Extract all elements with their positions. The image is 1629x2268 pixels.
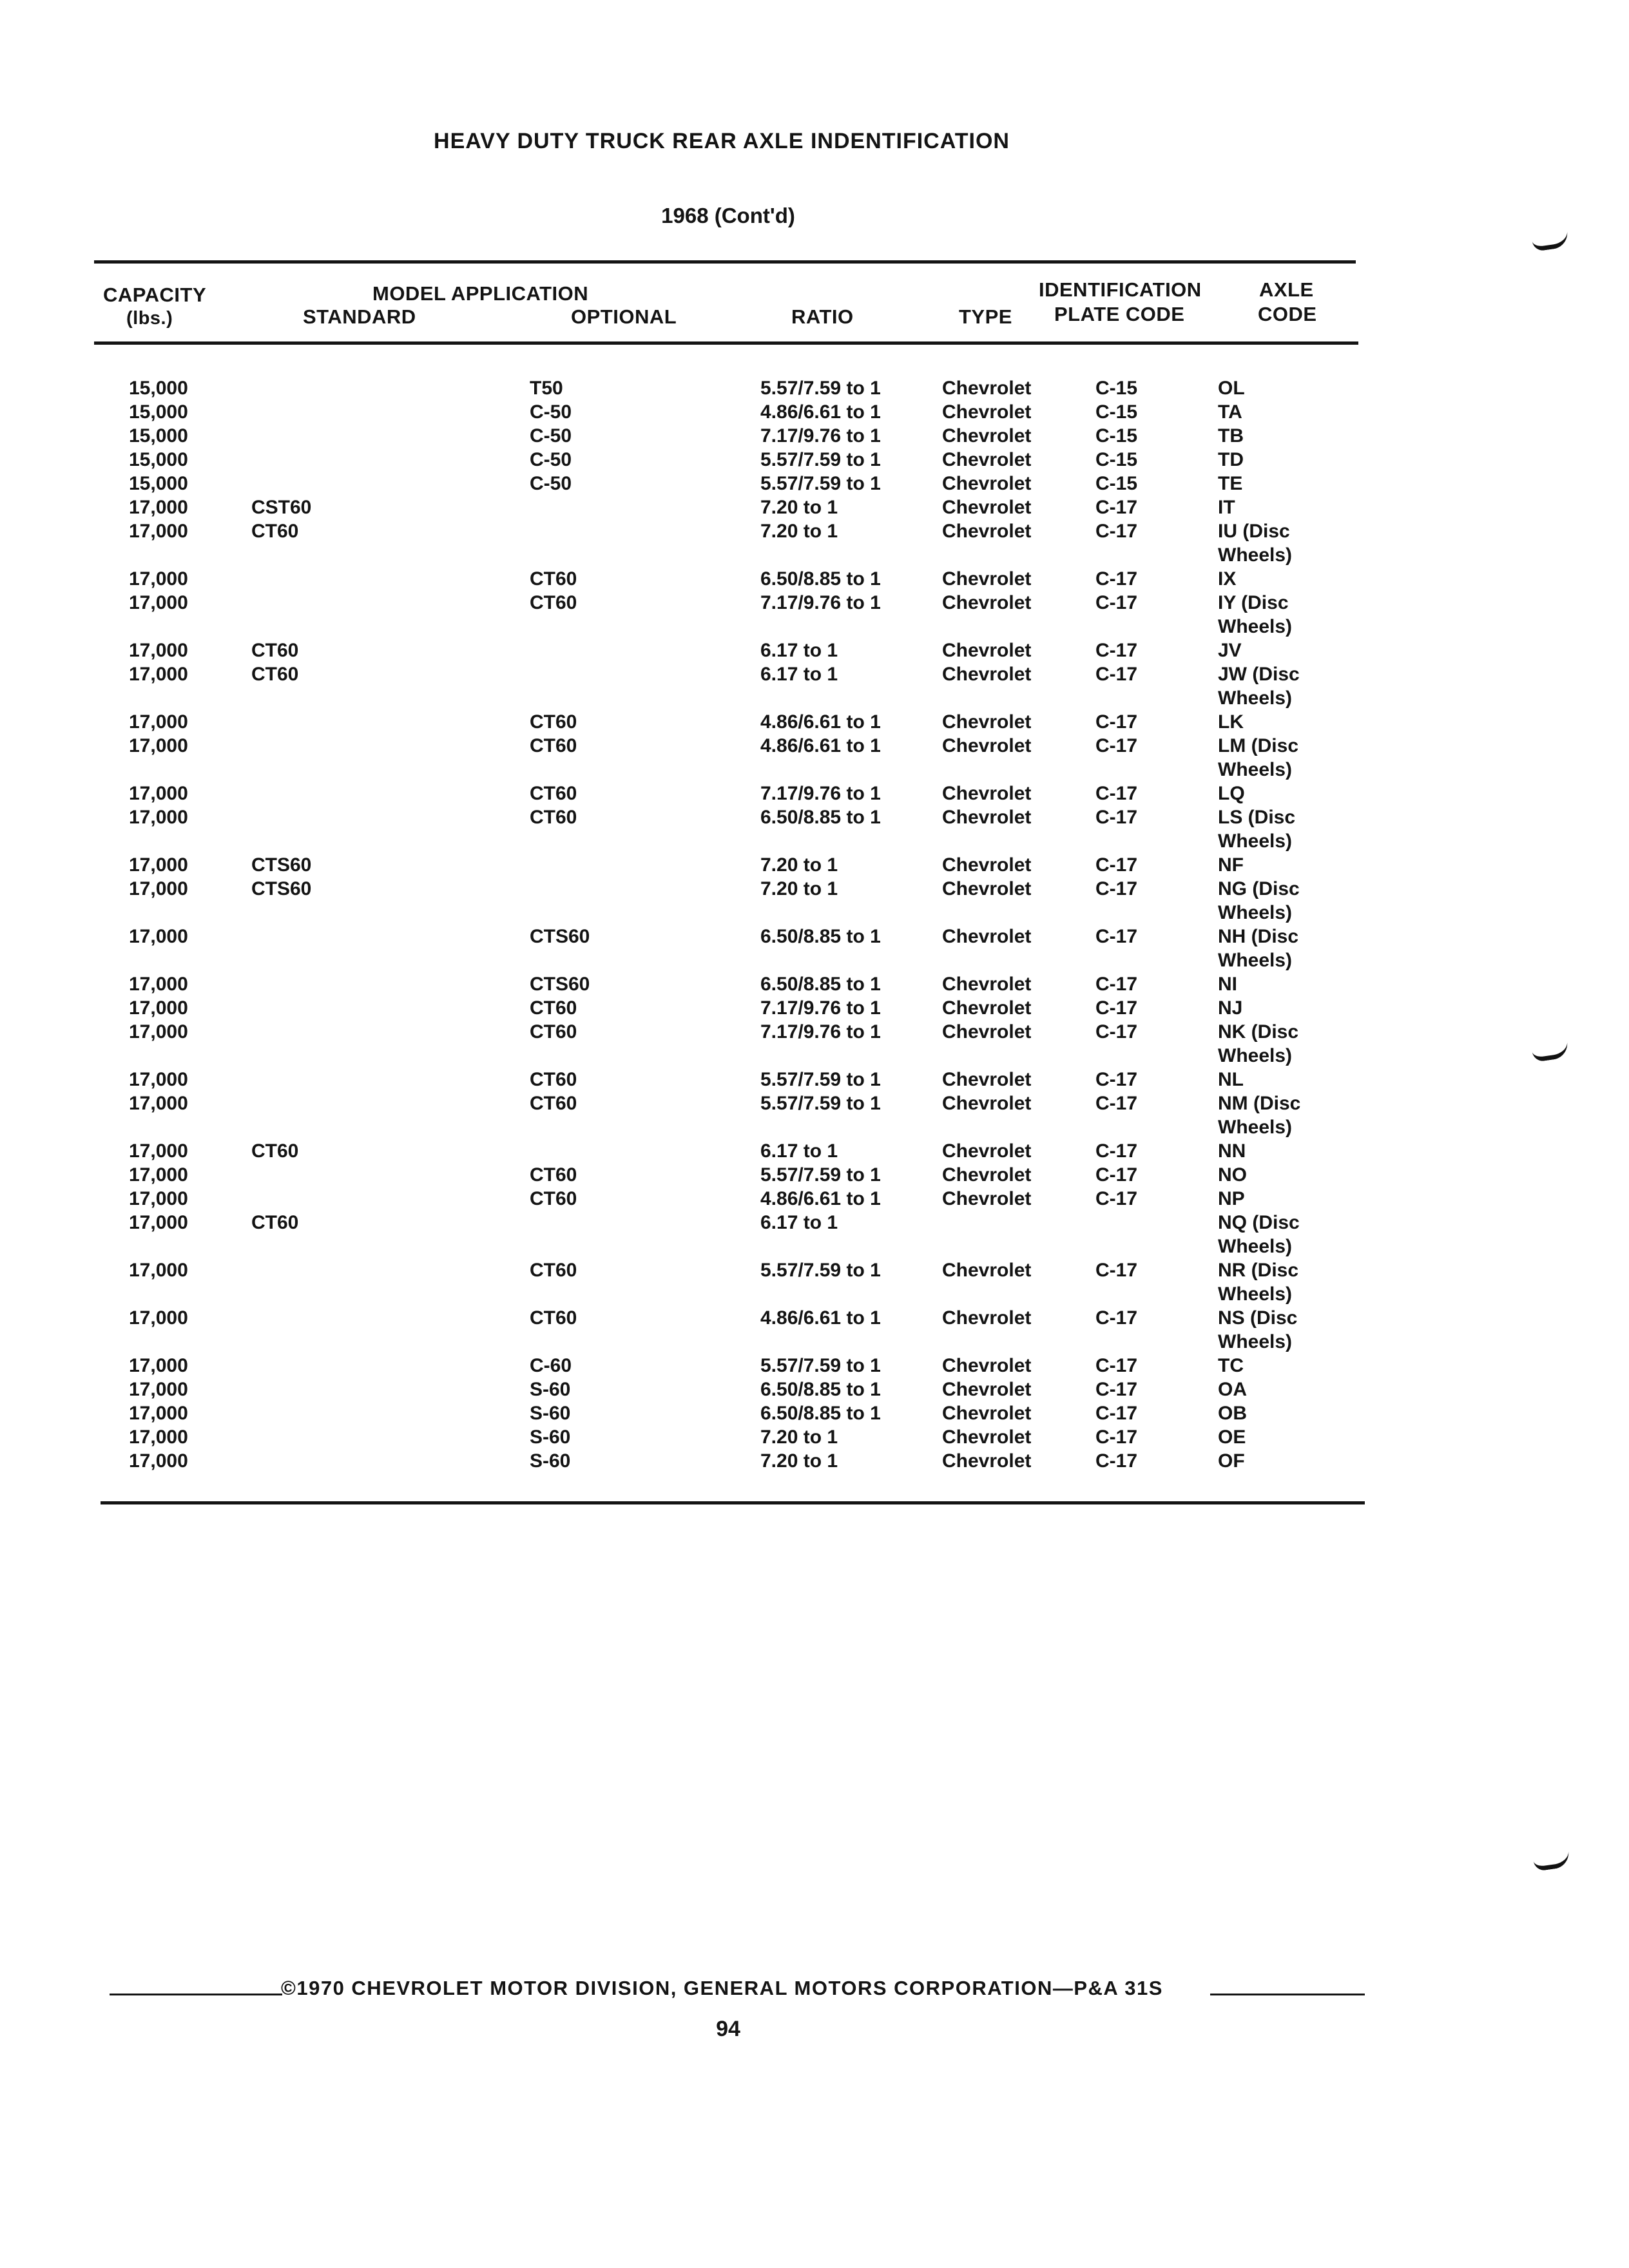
cell-axle-code-continued: Wheels)	[1218, 544, 1293, 566]
cell-type: Chevrolet	[942, 592, 1032, 613]
cell-capacity: 15,000	[129, 473, 188, 494]
cell-capacity: 17,000	[129, 1069, 188, 1090]
cell-axle-code: TB	[1218, 425, 1244, 447]
cell-axle-code: NM (Disc	[1218, 1093, 1301, 1114]
cell-axle-code: OA	[1218, 1379, 1247, 1400]
cell-type: Chevrolet	[942, 568, 1032, 590]
cell-optional: CT60	[530, 1093, 577, 1114]
cell-ratio: 5.57/7.59 to 1	[760, 473, 881, 494]
header-ratio: RATIO	[791, 305, 854, 328]
cell-ratio: 5.57/7.59 to 1	[760, 1093, 881, 1114]
cell-capacity: 17,000	[129, 1212, 188, 1233]
cell-type: Chevrolet	[942, 926, 1032, 947]
cell-axle-code-continued: Wheels)	[1218, 759, 1293, 780]
cell-axle-code: NK (Disc	[1218, 1021, 1299, 1043]
header-optional: OPTIONAL	[571, 305, 677, 328]
cell-ratio: 7.17/9.76 to 1	[760, 1021, 881, 1043]
cell-ratio: 5.57/7.59 to 1	[760, 378, 881, 399]
header-identification: IDENTIFICATION	[1039, 278, 1202, 301]
cell-axle-code: OL	[1218, 378, 1245, 399]
cell-ratio: 4.86/6.61 to 1	[760, 1307, 881, 1329]
cell-ratio: 6.50/8.85 to 1	[760, 1379, 881, 1400]
cell-axle-code: LQ	[1218, 783, 1245, 804]
cell-capacity: 15,000	[129, 425, 188, 447]
cell-ratio: 6.50/8.85 to 1	[760, 568, 881, 590]
cell-axle-code: NO	[1218, 1164, 1247, 1186]
cell-plate-code: C-17	[1095, 1403, 1138, 1424]
cell-optional: CT60	[530, 783, 577, 804]
cell-plate-code: C-17	[1095, 664, 1138, 685]
cell-axle-code: IT	[1218, 497, 1235, 518]
cell-ratio: 7.17/9.76 to 1	[760, 425, 881, 447]
cell-axle-code: NL	[1218, 1069, 1244, 1090]
cell-capacity: 17,000	[129, 807, 188, 828]
cell-optional: CT60	[530, 568, 577, 590]
cell-standard: CST60	[251, 497, 312, 518]
cell-ratio: 6.50/8.85 to 1	[760, 807, 881, 828]
cell-plate-code: C-17	[1095, 1140, 1138, 1162]
header-capacity: CAPACITY	[103, 284, 207, 306]
cell-axle-code-continued: Wheels)	[1218, 687, 1293, 709]
header-code: CODE	[1258, 303, 1317, 325]
cell-axle-code: NJ	[1218, 997, 1243, 1019]
cell-optional: CT60	[530, 592, 577, 613]
cell-ratio: 6.17 to 1	[760, 1212, 838, 1233]
cell-ratio: 7.20 to 1	[760, 1427, 838, 1448]
cell-optional: C-60	[530, 1355, 572, 1376]
cell-axle-code: LM (Disc	[1218, 735, 1299, 756]
cell-axle-code-continued: Wheels)	[1218, 1117, 1293, 1138]
cell-capacity: 17,000	[129, 1093, 188, 1114]
cell-standard: CT60	[251, 521, 299, 542]
cell-plate-code: C-15	[1095, 473, 1138, 494]
cell-plate-code: C-17	[1095, 568, 1138, 590]
cell-plate-code: C-17	[1095, 1450, 1138, 1472]
cell-ratio: 5.57/7.59 to 1	[760, 449, 881, 470]
cell-capacity: 17,000	[129, 878, 188, 899]
cell-capacity: 17,000	[129, 1021, 188, 1043]
cell-optional: CT60	[530, 1307, 577, 1329]
cell-ratio: 6.50/8.85 to 1	[760, 926, 881, 947]
cell-axle-code-continued: Wheels)	[1218, 950, 1293, 971]
cell-axle-code: NS (Disc	[1218, 1307, 1298, 1329]
cell-axle-code-continued: Wheels)	[1218, 902, 1293, 923]
cell-standard: CT60	[251, 640, 299, 661]
cell-plate-code: C-17	[1095, 1355, 1138, 1376]
cell-ratio: 5.57/7.59 to 1	[760, 1260, 881, 1281]
cell-capacity: 17,000	[129, 497, 188, 518]
cell-ratio: 7.17/9.76 to 1	[760, 783, 881, 804]
table-row	[0, 1449, 1629, 1495]
cell-plate-code: C-17	[1095, 997, 1138, 1019]
cell-capacity: 17,000	[129, 521, 188, 542]
cell-type: Chevrolet	[942, 640, 1032, 661]
copyright-footer: ©1970 CHEVROLET MOTOR DIVISION, GENERAL MOTORS CORPORATION—P&A 31S	[281, 1977, 1163, 1999]
cell-axle-code: TD	[1218, 449, 1244, 470]
cell-ratio: 6.17 to 1	[760, 640, 838, 661]
cell-ratio: 7.20 to 1	[760, 878, 838, 899]
cell-optional: C-50	[530, 401, 572, 423]
cell-type: Chevrolet	[942, 1307, 1032, 1329]
header-bottom-rule	[94, 341, 1358, 345]
cell-plate-code: C-17	[1095, 878, 1138, 899]
cell-type: Chevrolet	[942, 378, 1032, 399]
header-plate-code: PLATE CODE	[1054, 303, 1185, 325]
table-row	[0, 1306, 1629, 1352]
cell-capacity: 17,000	[129, 1355, 188, 1376]
cell-ratio: 4.86/6.61 to 1	[760, 735, 881, 756]
cell-capacity: 17,000	[129, 1140, 188, 1162]
cell-capacity: 17,000	[129, 711, 188, 733]
cell-capacity: 17,000	[129, 568, 188, 590]
cell-optional: CT60	[530, 711, 577, 733]
cell-plate-code: C-17	[1095, 783, 1138, 804]
cell-axle-code: JV	[1218, 640, 1242, 661]
cell-type: Chevrolet	[942, 854, 1032, 876]
cell-type: Chevrolet	[942, 878, 1032, 899]
cell-capacity: 17,000	[129, 1427, 188, 1448]
cell-ratio: 6.17 to 1	[760, 1140, 838, 1162]
binder-hole-mark-bottom	[1533, 1850, 1571, 1872]
cell-standard: CT60	[251, 664, 299, 685]
cell-ratio: 4.86/6.61 to 1	[760, 401, 881, 423]
cell-axle-code: NF	[1218, 854, 1244, 876]
cell-plate-code: C-17	[1095, 1021, 1138, 1043]
cell-axle-code: OB	[1218, 1403, 1247, 1424]
cell-capacity: 17,000	[129, 1403, 188, 1424]
cell-plate-code: C-17	[1095, 1260, 1138, 1281]
cell-axle-code: NI	[1218, 974, 1237, 995]
footer-rule-left	[110, 1994, 282, 1995]
cell-type: Chevrolet	[942, 974, 1032, 995]
cell-plate-code: C-17	[1095, 735, 1138, 756]
cell-standard: CTS60	[251, 854, 312, 876]
header-axle: AXLE	[1259, 278, 1314, 301]
cell-axle-code: JW (Disc	[1218, 664, 1300, 685]
cell-plate-code: C-17	[1095, 640, 1138, 661]
cell-ratio: 7.17/9.76 to 1	[760, 997, 881, 1019]
header-capacity-unit: (lbs.)	[126, 308, 173, 329]
cell-type: Chevrolet	[942, 1093, 1032, 1114]
cell-optional: CT60	[530, 1164, 577, 1186]
cell-type: Chevrolet	[942, 1021, 1032, 1043]
cell-optional: CT60	[530, 1260, 577, 1281]
cell-plate-code: C-17	[1095, 1093, 1138, 1114]
table-row	[0, 805, 1629, 852]
cell-capacity: 17,000	[129, 997, 188, 1019]
table-row	[0, 1211, 1629, 1257]
cell-capacity: 17,000	[129, 1164, 188, 1186]
cell-optional: S-60	[530, 1403, 571, 1424]
cell-axle-code-continued: Wheels)	[1218, 1045, 1293, 1066]
cell-axle-code: LS (Disc	[1218, 807, 1296, 828]
cell-axle-code: TA	[1218, 401, 1242, 423]
cell-plate-code: C-15	[1095, 425, 1138, 447]
cell-plate-code: C-17	[1095, 807, 1138, 828]
cell-plate-code: C-15	[1095, 378, 1138, 399]
cell-axle-code: TE	[1218, 473, 1243, 494]
cell-axle-code: OE	[1218, 1427, 1246, 1448]
cell-capacity: 17,000	[129, 1188, 188, 1209]
table-bottom-rule	[101, 1501, 1365, 1504]
cell-type: Chevrolet	[942, 1355, 1032, 1376]
cell-type: Chevrolet	[942, 1140, 1032, 1162]
cell-type: Chevrolet	[942, 807, 1032, 828]
cell-capacity: 15,000	[129, 449, 188, 470]
cell-optional: C-50	[530, 473, 572, 494]
cell-ratio: 6.50/8.85 to 1	[760, 1403, 881, 1424]
header-model-application: MODEL APPLICATION	[372, 282, 589, 305]
cell-plate-code: C-17	[1095, 974, 1138, 995]
cell-type: Chevrolet	[942, 1427, 1032, 1448]
cell-optional: CTS60	[530, 926, 590, 947]
cell-capacity: 17,000	[129, 640, 188, 661]
cell-capacity: 17,000	[129, 974, 188, 995]
header-type: TYPE	[959, 305, 1012, 328]
cell-optional: CT60	[530, 735, 577, 756]
table-row	[0, 925, 1629, 971]
cell-capacity: 17,000	[129, 1260, 188, 1281]
cell-plate-code: C-17	[1095, 592, 1138, 613]
cell-plate-code: C-17	[1095, 497, 1138, 518]
cell-capacity: 17,000	[129, 735, 188, 756]
cell-axle-code: IU (Disc	[1218, 521, 1290, 542]
header-top-rule	[94, 260, 1356, 264]
cell-capacity: 15,000	[129, 378, 188, 399]
cell-plate-code: C-17	[1095, 1427, 1138, 1448]
cell-type: Chevrolet	[942, 425, 1032, 447]
cell-type: Chevrolet	[942, 783, 1032, 804]
cell-optional: S-60	[530, 1450, 571, 1472]
cell-capacity: 17,000	[129, 1450, 188, 1472]
cell-axle-code: IY (Disc	[1218, 592, 1289, 613]
cell-axle-code-continued: Wheels)	[1218, 831, 1293, 852]
cell-ratio: 7.17/9.76 to 1	[760, 592, 881, 613]
cell-ratio: 7.20 to 1	[760, 1450, 838, 1472]
cell-plate-code: C-17	[1095, 926, 1138, 947]
cell-axle-code-continued: Wheels)	[1218, 1283, 1293, 1305]
cell-optional: S-60	[530, 1379, 571, 1400]
cell-optional: T50	[530, 378, 563, 399]
cell-optional: CT60	[530, 807, 577, 828]
cell-plate-code: C-15	[1095, 401, 1138, 423]
table-row	[0, 1091, 1629, 1138]
cell-type: Chevrolet	[942, 1450, 1032, 1472]
cell-type: Chevrolet	[942, 664, 1032, 685]
table-row	[0, 734, 1629, 780]
cell-capacity: 17,000	[129, 664, 188, 685]
cell-type: Chevrolet	[942, 1164, 1032, 1186]
cell-type: Chevrolet	[942, 1403, 1032, 1424]
cell-type: Chevrolet	[942, 521, 1032, 542]
cell-type: Chevrolet	[942, 997, 1032, 1019]
cell-ratio: 5.57/7.59 to 1	[760, 1355, 881, 1376]
cell-axle-code-continued: Wheels)	[1218, 1236, 1293, 1257]
cell-optional: CT60	[530, 1188, 577, 1209]
cell-axle-code: NP	[1218, 1188, 1245, 1209]
cell-standard: CTS60	[251, 878, 312, 899]
cell-type: Chevrolet	[942, 1069, 1032, 1090]
cell-axle-code: LK	[1218, 711, 1244, 733]
cell-axle-code: NR (Disc	[1218, 1260, 1299, 1281]
cell-ratio: 5.57/7.59 to 1	[760, 1069, 881, 1090]
cell-axle-code: NG (Disc	[1218, 878, 1300, 899]
cell-capacity: 17,000	[129, 1379, 188, 1400]
cell-plate-code: C-17	[1095, 1307, 1138, 1329]
cell-plate-code: C-17	[1095, 711, 1138, 733]
cell-ratio: 6.50/8.85 to 1	[760, 974, 881, 995]
cell-ratio: 7.20 to 1	[760, 497, 838, 518]
cell-axle-code: TC	[1218, 1355, 1244, 1376]
cell-type: Chevrolet	[942, 1188, 1032, 1209]
cell-plate-code: C-17	[1095, 1069, 1138, 1090]
cell-axle-code: NH (Disc	[1218, 926, 1299, 947]
cell-ratio: 5.57/7.59 to 1	[760, 1164, 881, 1186]
header-standard: STANDARD	[303, 305, 416, 328]
cell-ratio: 4.86/6.61 to 1	[760, 1188, 881, 1209]
cell-axle-code: NQ (Disc	[1218, 1212, 1300, 1233]
cell-ratio: 6.17 to 1	[760, 664, 838, 685]
page-title: HEAVY DUTY TRUCK REAR AXLE INDENTIFICATION	[434, 129, 1010, 153]
cell-type: Chevrolet	[942, 735, 1032, 756]
cell-optional: CT60	[530, 1069, 577, 1090]
table-row	[0, 591, 1629, 637]
table-row	[0, 1020, 1629, 1066]
cell-axle-code: IX	[1218, 568, 1237, 590]
binder-hole-mark-top	[1532, 231, 1570, 252]
cell-capacity: 17,000	[129, 592, 188, 613]
cell-standard: CT60	[251, 1212, 299, 1233]
cell-axle-code-continued: Wheels)	[1218, 616, 1293, 637]
cell-plate-code: C-15	[1095, 449, 1138, 470]
table-row	[0, 877, 1629, 923]
cell-standard: CT60	[251, 1140, 299, 1162]
table-row	[0, 1258, 1629, 1305]
cell-optional: C-50	[530, 449, 572, 470]
table-row	[0, 519, 1629, 566]
cell-type: Chevrolet	[942, 401, 1032, 423]
cell-axle-code: OF	[1218, 1450, 1245, 1472]
cell-optional: CT60	[530, 1021, 577, 1043]
cell-capacity: 17,000	[129, 926, 188, 947]
cell-optional: CTS60	[530, 974, 590, 995]
cell-ratio: 4.86/6.61 to 1	[760, 711, 881, 733]
page-number: 94	[716, 2017, 740, 2041]
page-subtitle: 1968 (Cont'd)	[661, 204, 795, 227]
cell-plate-code: C-17	[1095, 1188, 1138, 1209]
cell-capacity: 17,000	[129, 783, 188, 804]
cell-type: Chevrolet	[942, 497, 1032, 518]
cell-ratio: 7.20 to 1	[760, 521, 838, 542]
cell-optional: S-60	[530, 1427, 571, 1448]
cell-plate-code: C-17	[1095, 854, 1138, 876]
table-row	[0, 662, 1629, 709]
cell-capacity: 17,000	[129, 1307, 188, 1329]
cell-plate-code: C-17	[1095, 521, 1138, 542]
cell-type: Chevrolet	[942, 1260, 1032, 1281]
cell-axle-code-continued: Wheels)	[1218, 1331, 1293, 1352]
cell-optional: C-50	[530, 425, 572, 447]
footer-rule-right	[1210, 1994, 1365, 1995]
cell-type: Chevrolet	[942, 1379, 1032, 1400]
cell-capacity: 17,000	[129, 854, 188, 876]
cell-type: Chevrolet	[942, 449, 1032, 470]
cell-optional: CT60	[530, 997, 577, 1019]
cell-plate-code: C-17	[1095, 1379, 1138, 1400]
cell-capacity: 15,000	[129, 401, 188, 423]
cell-type: Chevrolet	[942, 473, 1032, 494]
cell-type: Chevrolet	[942, 711, 1032, 733]
cell-axle-code: NN	[1218, 1140, 1246, 1162]
cell-ratio: 7.20 to 1	[760, 854, 838, 876]
cell-plate-code: C-17	[1095, 1164, 1138, 1186]
